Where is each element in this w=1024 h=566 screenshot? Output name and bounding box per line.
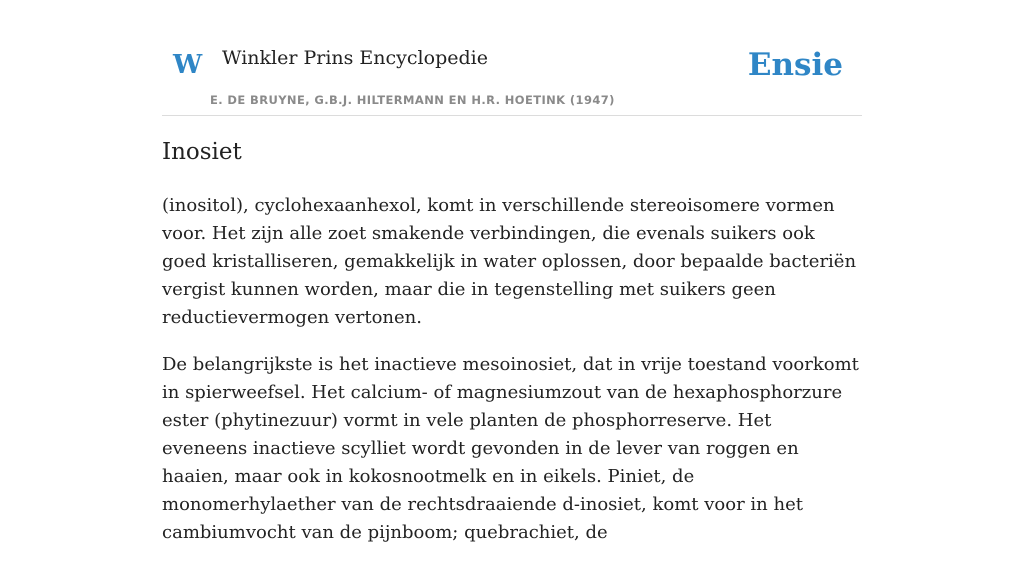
source-authors: E. DE BRUYNE, G.B.J. HILTERMANN EN H.R. HOETINK (1947) (210, 93, 615, 107)
article-body (162, 192, 862, 566)
source-title[interactable]: Winkler Prins Encyclopedie (222, 47, 488, 69)
ensie-brand-logo[interactable]: Ensie (747, 47, 843, 83)
article-title: Inosiet (162, 139, 242, 165)
page (162, 0, 862, 543)
winkler-prins-logo[interactable]: W (173, 50, 203, 80)
article-paragraph: (inositol), cyclohexaanhexol, komt in verschillende stereoisomere vormen voor. Het zijn alle zoet smakende verbindingen, die evenals suikers ook goed kristalliseren, gemakkelijk in water oplossen, door bepaalde bacteriën vergist kunnen worden, maar die in tegenstelling met suikers geen reductievermogen vertonen. (162, 195, 857, 328)
article-paragraph: De belangrijkste is het inactieve mesoinosiet, dat in vrije toestand voorkomt in spierweefsel. Het calcium- of magnesiumzout van de hexaphosphorzure ester (phytinezuur) vormt in vele planten de phosphorreserve. Het eveneens inactieve scylliet wordt gevonden in de lever van roggen en haaien, maar ook in kokosnootmelk en in eikels. Piniet, de monomerhylaether van de rechtsdraaiende d-inosiet, komt voor in het cambiumvocht van de pijnboom; quebrachiet, de (162, 354, 859, 543)
site-header (162, 0, 862, 116)
